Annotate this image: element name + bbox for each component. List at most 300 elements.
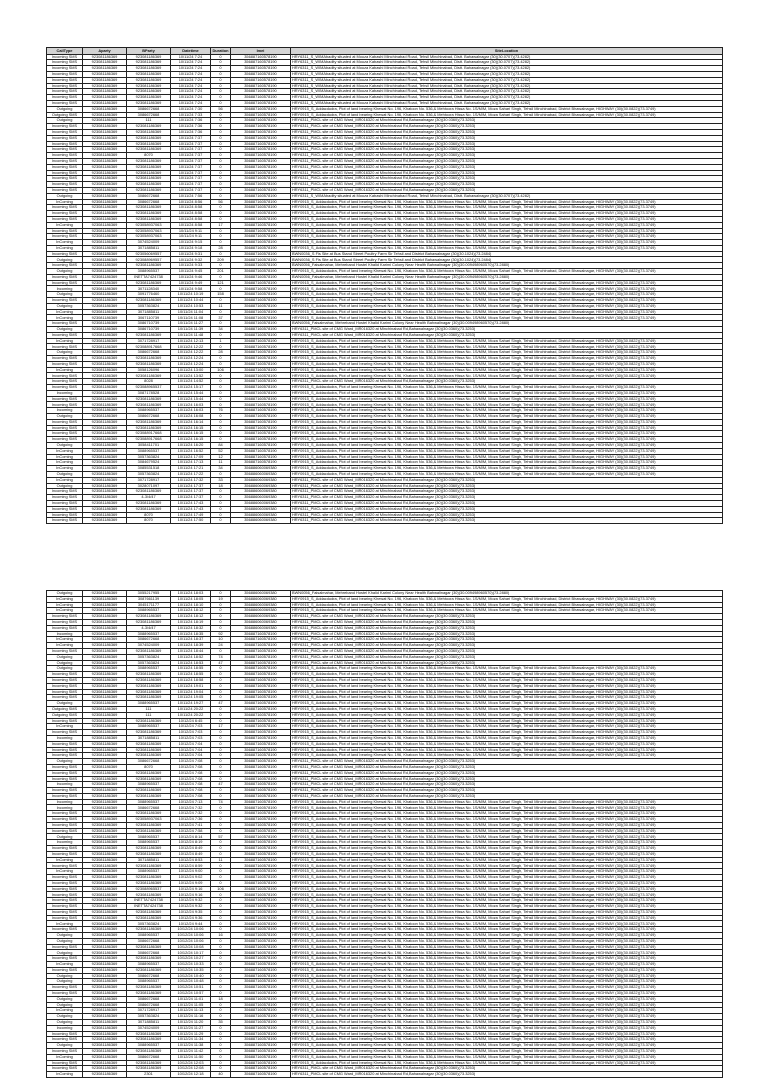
cell-imei: 356887160578190 xyxy=(231,828,291,834)
cell-duration: 0 xyxy=(211,735,231,741)
cell-aparty: 923081186369 xyxy=(83,648,127,654)
cell-sitelocation: HRY0915_S_Addacdudra, Plot of land bearing Khewat No. 196, Khatoon No. 536,& Mehtoora Hissa No. 1S/M/M, Moza Sahari Singh, Tehsil Minchinabad, District Bhawalnagar, HIGHWAY (30)(30.0822)(73.3749) xyxy=(291,466,723,472)
cell-calltype: Incoming SMS xyxy=(47,788,83,794)
cell-imei: 356887160578190 xyxy=(231,390,291,396)
cell-datetime: 10/11/24 16:15 xyxy=(171,437,211,443)
cell-bparty: 3086672668 xyxy=(127,759,171,765)
cell-aparty: 923081186369 xyxy=(83,350,127,356)
cell-bparty: 8070 xyxy=(127,512,171,518)
cell-datetime: 10/12/24 11:16 xyxy=(171,1014,211,1020)
cell-duration: 28 xyxy=(211,350,231,356)
cell-calltype: Incoming SMS xyxy=(47,770,83,776)
cell-calltype: Outgoing xyxy=(47,269,83,275)
cell-datetime: 10/11/24 9:46 xyxy=(171,274,211,280)
cell-calltype: InComing xyxy=(47,222,83,228)
cell-duration: 0 xyxy=(211,54,231,60)
cell-calltype: Incoming SMS xyxy=(47,344,83,350)
cell-datetime: 10/11/24 17:49 xyxy=(171,512,211,518)
cell-sitelocation: HRY0915_S_Addacdudra, Plot of land bearing Khewat No. 196, Khatoon No. 536,& Mehtoora Hissa No. 1S/M/M, Moza Sahari Singh, Tehsil Minchinabad, District Bhawalnagar, HIGHWAY (30)(30.0822)(73.3749) xyxy=(291,805,723,811)
cell-datetime: 10/11/24 16:14 xyxy=(171,419,211,425)
cell-aparty: 923081186369 xyxy=(83,495,127,501)
cell-datetime: 10/12/24 7:08 xyxy=(171,782,211,788)
cell-calltype: InComing xyxy=(47,454,83,460)
cell-sitelocation: HRY0915_S_Addacdudra, Plot of land bearing Khewat No. 196, Khatoon No. 536,& Mehtoora Hissa No. 1S/M/M, Moza Sahari Singh, Tehsil Minchinabad, District Bhawalnagar, HIGHWAY (30)(30.0822)(73.3749) xyxy=(291,356,723,362)
cell-sitelocation: HRY0915_S_Addacdudra, Plot of land bearing Khewat No. 196, Khatoon No. 536,& Mehtoora Hissa No. 1S/M/M, Moza Sahari Singh, Tehsil Minchinabad, District Bhawalnagar, HIGHWAY (30)(30.0822)(73.3749) xyxy=(291,695,723,701)
cell-sitelocation: HRY0915_S_Addacdudra, Plot of land bearing Khewat No. 196, Khatoon No. 536,& Mehtoora Hissa No. 1S/M/M, Moza Sahari Singh, Tehsil Minchinabad, District Bhawalnagar, HIGHWAY (30)(30.0822)(73.3749) xyxy=(291,950,723,956)
cell-duration: 0 xyxy=(211,396,231,402)
cell-sitelocation: HRY6311_PMCL site of CMG Ward_MR016320 at Minchinabad Rd,Bahawalnagar (30)(30.0360)(73.3253) xyxy=(291,158,723,164)
cell-aparty: 923081186369 xyxy=(83,654,127,660)
cell-duration: 52 xyxy=(211,448,231,454)
cell-sitelocation: BWN0056_Faisalmahar, Mehreband Hostel Khalid Karimi Colony Near Health Bahwalinagar (30)(30.009498960570)(73.2880) xyxy=(291,263,723,269)
cell-bparty: 3071885811 xyxy=(127,735,171,741)
cell-calltype: Incoming SMS xyxy=(47,846,83,852)
cell-bparty: 111 xyxy=(127,118,171,124)
cell-duration: 0 xyxy=(211,892,231,898)
cell-datetime: 10/11/24 11:27 xyxy=(171,321,211,327)
cell-datetime: 10/11/24 17:43 xyxy=(171,500,211,506)
cell-calltype: Outgoing xyxy=(47,483,83,489)
cell-calltype: Incoming SMS xyxy=(47,176,83,182)
cell-sitelocation: HRY0915_S_Addacdudra, Plot of land bearing Khewat No. 196, Khatoon No. 536,& Mehtoora Hissa No. 1S/M/M, Moza Sahari Singh, Tehsil Minchinabad, District Bhawalnagar, HIGHWAY (30)(30.0822)(73.3749) xyxy=(291,1014,723,1020)
cell-aparty: 923081186369 xyxy=(83,112,127,118)
cell-duration: 0 xyxy=(211,909,231,915)
cell-duration: 0 xyxy=(211,741,231,747)
cell-datetime: 10/12/24 9:09 xyxy=(171,880,211,886)
cell-datetime: 10/11/24 14:52 xyxy=(171,379,211,385)
cell-calltype: Incoming SMS xyxy=(47,927,83,933)
cell-sitelocation: HRY6311_PMCL site of CMG Ward_MR016320 at Minchinabad Rd,Bahawalnagar (30)(30.0360)(73.3253) xyxy=(291,170,723,176)
cell-duration: 0 xyxy=(211,805,231,811)
cell-bparty: 3058126096 xyxy=(127,367,171,373)
cell-datetime: 10/11/24 12:22 xyxy=(171,344,211,350)
cell-imei: 356887160578190 xyxy=(231,927,291,933)
cell-aparty: 923081186369 xyxy=(83,211,127,217)
cell-calltype: Incoming SMS xyxy=(47,898,83,904)
cell-duration: 0 xyxy=(211,164,231,170)
cell-datetime: 10/12/24 11:38 xyxy=(171,1043,211,1049)
cell-imei: 356887160578190 xyxy=(231,1014,291,1020)
cell-bparty: 923088965537 xyxy=(127,385,171,391)
header-bparty: BParty xyxy=(127,48,171,55)
cell-duration: 0 xyxy=(211,730,231,736)
cell-sitelocation: HRY6311_PMCL site of CMG Ward_MR016320 at Minchinabad Rd,Bahawalnagar (30)(30.0360)(73.3253) xyxy=(291,483,723,489)
cell-calltype: InComing xyxy=(47,1054,83,1060)
cell-aparty: 923081186369 xyxy=(83,60,127,66)
cell-imei: 356887160578190 xyxy=(231,95,291,101)
cell-duration: 74 xyxy=(211,799,231,805)
cdr-table-block-1 xyxy=(46,47,722,523)
cell-datetime: 10/12/24 9:32 xyxy=(171,904,211,910)
cell-duration: 11 xyxy=(211,460,231,466)
cell-sitelocation: HRY0915_S_Addacdudra, Plot of land bearing Khewat No. 196, Khatoon No. 536,& Mehtoora Hissa No. 1S/M/M, Moza Sahari Singh, Tehsil Minchinabad, District Bhawalnagar, HIGHWAY (30)(30.0822)(73.3749) xyxy=(291,735,723,741)
cell-sitelocation: HRY0915_S_Addacdudra, Plot of land bearing Khewat No. 196, Khatoon No. 536,& Mehtoora Hissa No. 1S/M/M, Moza Sahari Singh, Tehsil Minchinabad, District Bhawalnagar, HIGHWAY (30)(30.0822)(73.3749) xyxy=(291,396,723,402)
cell-aparty: 923081186369 xyxy=(83,764,127,770)
cell-sitelocation: HRY6311_PMCL site of CMG Ward_MR016320 at Minchinabad Rd,Bahawalnagar (30)(30.0360)(73.3253) xyxy=(291,788,723,794)
cell-bparty: 3088965537 xyxy=(127,701,171,707)
cell-bparty: 3071728917 xyxy=(127,1008,171,1014)
cell-calltype: Incoming SMS xyxy=(47,419,83,425)
cell-datetime: 10/12/24 10:40 xyxy=(171,973,211,979)
cell-sitelocation: HRY0915_S_Addacdudra, Plot of land bearing Khewat No. 196, Khatoon No. 536,& Mehtoora Hissa No. 1S/M/M, Moza Sahari Singh, Tehsil Minchinabad, District Bhawalnagar, HIGHWAY (30)(30.0822)(73.3749) xyxy=(291,822,723,828)
table-row xyxy=(47,1072,723,1078)
cell-calltype: InComing xyxy=(47,477,83,483)
cell-calltype: InComing xyxy=(47,240,83,246)
cell-datetime: 10/12/24 7:41 xyxy=(171,822,211,828)
cell-calltype: Outgoing xyxy=(47,938,83,944)
cell-imei: 356887160578190 xyxy=(231,292,291,298)
cell-datetime: 10/11/24 7:24 xyxy=(171,77,211,83)
cell-datetime: 10/12/24 11:01 xyxy=(171,996,211,1002)
cell-imei: 356887160578190 xyxy=(231,747,291,753)
cell-sitelocation: HRY6311_S_WIMAbadity situated at Mouza Kabashi Minchinabad Road, Tehsil Minchinabad, Distt. Bahawalnagar (30)(30.0707)(73.4282) xyxy=(291,66,723,72)
cell-imei: 356887160578190 xyxy=(231,956,291,962)
cell-imei: 356887160578190 xyxy=(231,431,291,437)
cell-calltype: Outgoing xyxy=(47,1043,83,1049)
cell-datetime: 10/11/24 9:45 xyxy=(171,269,211,275)
cell-duration: 0 xyxy=(211,1031,231,1037)
cell-bparty: 923081186369 xyxy=(127,967,171,973)
cell-sitelocation: HRY0915_S_Addacdudra, Plot of land bearing Khewat No. 196, Khatoon No. 536,& Mehtoora Hissa No. 1S/M/M, Moza Sahari Singh, Tehsil Minchinabad, District Bhawalnagar, HIGHWAY (30)(30.0822)(73.3749) xyxy=(291,1060,723,1066)
cell-duration: 40 xyxy=(211,1072,231,1078)
cell-calltype: Incoming SMS xyxy=(47,361,83,367)
cell-duration: 0 xyxy=(211,390,231,396)
cell-imei: 356886060069380 xyxy=(231,506,291,512)
cell-sitelocation: HRY0915_S_Addacdudra, Plot of land bearing Khewat No. 196, Khatoon No. 536,& Mehtoora Hissa No. 1S/M/M, Moza Sahari Singh, Tehsil Minchinabad, District Bhawalnagar, HIGHWAY (30)(30.0822)(73.3749) xyxy=(291,799,723,805)
cell-calltype: Outgoing xyxy=(47,996,83,1002)
cell-sitelocation: HRY0915_S_Addacdudra, Plot of land bearing Khewat No. 196, Khatoon No. 536,& Mehtoora Hissa No. 1S/M/M, Moza Sahari Singh, Tehsil Minchinabad, District Bhawalnagar, HIGHWAY (30)(30.0822)(73.3749) xyxy=(291,298,723,304)
cell-duration: 56 xyxy=(211,199,231,205)
cell-imei: 356887160578190 xyxy=(231,672,291,678)
cell-aparty: 923081186369 xyxy=(83,950,127,956)
cell-calltype: Incoming SMS xyxy=(47,124,83,130)
cell-datetime: 10/11/24 7:33 xyxy=(171,112,211,118)
cell-datetime: 10/11/24 8:58 xyxy=(171,211,211,217)
cell-calltype: Incoming xyxy=(47,840,83,846)
cell-aparty: 923081186369 xyxy=(83,257,127,263)
cell-imei: 356887160578190 xyxy=(231,904,291,910)
cell-calltype: Incoming SMS xyxy=(47,205,83,211)
cell-bparty: 923081186369 xyxy=(127,1048,171,1054)
cell-bparty: 3088965537 xyxy=(127,608,171,614)
cell-imei: 356887160578190 xyxy=(231,857,291,863)
cell-bparty: 923058937063 xyxy=(127,222,171,228)
cell-imei: 356887160578190 xyxy=(231,805,291,811)
cell-duration: 0 xyxy=(211,1054,231,1060)
cell-bparty: 3086672668 xyxy=(127,112,171,118)
cell-imei: 356887160578190 xyxy=(231,309,291,315)
cell-calltype: Outgoing xyxy=(47,1002,83,1008)
cell-aparty: 923081186369 xyxy=(83,880,127,886)
cdr-table-block-2 xyxy=(46,590,722,1077)
cell-sitelocation: HRY0915_S_Addacdudra, Plot of land bearing Khewat No. 196, Khatoon No. 536,& Mehtoora Hissa No. 1S/M/M, Moza Sahari Singh, Tehsil Minchinabad, District Bhawalnagar, HIGHWAY (30)(30.0822)(73.3749) xyxy=(291,712,723,718)
cell-datetime: 10/11/24 18:35 xyxy=(171,631,211,637)
cell-calltype: Incoming SMS xyxy=(47,495,83,501)
cell-bparty: 3088965537 xyxy=(127,1043,171,1049)
cell-datetime: 10/12/24 7:04 xyxy=(171,747,211,753)
cell-bparty: 923081186369 xyxy=(127,182,171,188)
cell-aparty: 923081186369 xyxy=(83,153,127,159)
cell-datetime: 10/11/24 11:08 xyxy=(171,315,211,321)
cell-sitelocation: HRY6311_S_WIMAbadity situated at Mouza Kabashi Minchinabad Road, Tehsil Minchinabad, Distt. Bahawalnagar (30)(30.0707)(73.4282) xyxy=(291,54,723,60)
cell-bparty: 111 xyxy=(127,706,171,712)
cell-sitelocation: HRY0915_S_Addacdudra, Plot of land bearing Khewat No. 196, Khatoon No. 536,& Mehtoora Hissa No. 1S/M/M, Moza Sahari Singh, Tehsil Minchinabad, District Bhawalnagar, HIGHWAY (30)(30.0822)(73.3749) xyxy=(291,863,723,869)
cell-calltype: Incoming SMS xyxy=(47,730,83,736)
cell-bparty: 4-3/4/47 xyxy=(127,625,171,631)
cell-sitelocation: HRY0915_S_Addacdudra, Plot of land bearing Khewat No. 196, Khatoon No. 536,& Mehtoora Hissa No. 1S/M/M, Moza Sahari Singh, Tehsil Minchinabad, District Bhawalnagar, HIGHWAY (30)(30.0822)(73.3749) xyxy=(291,234,723,240)
cell-bparty: 923081186369 xyxy=(127,1060,171,1066)
cell-calltype: Incoming xyxy=(47,286,83,292)
cell-calltype: Incoming SMS xyxy=(47,164,83,170)
cell-datetime: 10/11/24 8:56 xyxy=(171,199,211,205)
cell-sitelocation: HRY0915_S_Addacdudra, Plot of land bearing Khewat No. 196, Khatoon No. 536,& Mehtoora Hissa No. 1S/M/M, Moza Sahari Singh, Tehsil Minchinabad, District Bhawalnagar, HIGHWAY (30)(30.0822)(73.3749) xyxy=(291,747,723,753)
cell-bparty: 923081186369 xyxy=(127,788,171,794)
cell-duration: 0 xyxy=(211,851,231,857)
cell-bparty: 923081186369 xyxy=(127,1066,171,1072)
cell-bparty: 111 xyxy=(127,712,171,718)
cell-imei: 356886060069380 xyxy=(231,489,291,495)
cell-sitelocation: HRY0915_S_Addacdudra, Plot of land bearing Khewat No. 196, Khatoon No. 536,& Mehtoora Hissa No. 1S/M/M, Moza Sahari Singh, Tehsil Minchinabad, District Bhawalnagar, HIGHWAY (30)(30.0822)(73.3749) xyxy=(291,828,723,834)
cell-bparty: 3057363824 xyxy=(127,454,171,460)
cell-imei: 356887160578190 xyxy=(231,303,291,309)
cell-bparty: 3086672668 xyxy=(127,414,171,420)
cell-calltype: Outgoing xyxy=(47,973,83,979)
cell-imei: 356887160578190 xyxy=(231,344,291,350)
cell-calltype: InComing xyxy=(47,199,83,205)
cell-datetime: 10/11/24 17:22 xyxy=(171,471,211,477)
cell-aparty: 923081186369 xyxy=(83,321,127,327)
cell-bparty: 3088965537 xyxy=(127,933,171,939)
cell-imei: 356887160578190 xyxy=(231,637,291,643)
cell-bparty: 3088965537 xyxy=(127,979,171,985)
cell-bparty: 3086672668 xyxy=(127,805,171,811)
cell-bparty: 3071728917 xyxy=(127,338,171,344)
cell-datetime: 10/12/24 8:14 xyxy=(171,834,211,840)
cell-duration: 0 xyxy=(211,205,231,211)
cell-duration: 0 xyxy=(211,129,231,135)
cell-sitelocation: HRY6311_PMCL site of CMG Ward_MR016320 at Minchinabad Rd,Bahawalnagar (30)(30.0360)(73.3253) xyxy=(291,770,723,776)
cell-imei: 356887160578190 xyxy=(231,822,291,828)
cell-sitelocation: HRY6311_PMCL site of CMG Ward_MR016320 at Minchinabad Rd,Bahawalnagar (30)(30.0360)(73.3253) xyxy=(291,759,723,765)
cell-sitelocation: HRY6311_PMCL site of CMG Ward_MR016320 at Minchinabad Rd,Bahawalnagar (30)(30.0360)(73.3253) xyxy=(291,477,723,483)
cell-calltype: Incoming xyxy=(47,408,83,414)
cell-calltype: Incoming SMS xyxy=(47,60,83,66)
cell-bparty: 3071128340 xyxy=(127,286,171,292)
cell-sitelocation: HRY6311_PMCL site of CMG Ward_MR016320 at Minchinabad Rd,Bahawalnagar (30)(30.0360)(73.3253) xyxy=(291,518,723,524)
cell-imei: 356887160578190 xyxy=(231,1002,291,1008)
cell-aparty: 923081186369 xyxy=(83,730,127,736)
cell-imei: 356887160578190 xyxy=(231,245,291,251)
cell-bparty: 923081186369 xyxy=(127,83,171,89)
cell-bparty: 923081186369 xyxy=(127,909,171,915)
cell-sitelocation: HRY6311_PMCL site of CMG Ward_MR016320 at Minchinabad Rd,Bahawalnagar (30)(30.0360)(73.3253) xyxy=(291,182,723,188)
cell-imei: 356887160578190 xyxy=(231,875,291,881)
cell-calltype: Incoming SMS xyxy=(47,944,83,950)
cell-aparty: 923081186369 xyxy=(83,793,127,799)
cell-datetime: 10/12/24 10:06 xyxy=(171,938,211,944)
cell-sitelocation: HRY0915_S_Addacdudra, Plot of land bearing Khewat No. 196, Khatoon No. 536,& Mehtoora Hissa No. 1S/M/M, Moza Sahari Singh, Tehsil Minchinabad, District Bhawalnagar, HIGHWAY (30)(30.0822)(73.3749) xyxy=(291,390,723,396)
cell-datetime: 10/11/24 17:43 xyxy=(171,506,211,512)
cell-calltype: InComing xyxy=(47,338,83,344)
cell-imei: 356887160578190 xyxy=(231,701,291,707)
cell-imei: 356887160578190 xyxy=(231,77,291,83)
cell-bparty: 923081186369 xyxy=(127,1031,171,1037)
cell-duration: 0 xyxy=(211,66,231,72)
cell-aparty: 923081186369 xyxy=(83,1048,127,1054)
cell-bparty: 3086672668 xyxy=(127,106,171,112)
cell-calltype: InComing xyxy=(47,724,83,730)
cell-imei: 356887160578190 xyxy=(231,176,291,182)
cell-calltype: Incoming SMS xyxy=(47,614,83,620)
cell-bparty: 923081186369 xyxy=(127,164,171,170)
cell-duration: 0 xyxy=(211,414,231,420)
cell-bparty: 923081186369 xyxy=(127,956,171,962)
cell-calltype: Outgoing xyxy=(47,933,83,939)
cell-sitelocation: HRY0915_S_Addacdudra, Plot of land bearing Khewat No. 196, Khatoon No. 536,& Mehtoora Hissa No. 1S/M/M, Moza Sahari Singh, Tehsil Minchinabad, District Bhawalnagar, HIGHWAY (30)(30.0822)(73.3749) xyxy=(291,666,723,672)
cell-datetime: 10/11/24 20:22 xyxy=(171,706,211,712)
cell-sitelocation: HRY0915_S_Addacdudra, Plot of land bearing Khewat No. 196, Khatoon No. 536,& Mehtoora Hissa No. 1S/M/M, Moza Sahari Singh, Tehsil Minchinabad, District Bhawalnagar, HIGHWAY (30)(30.0822)(73.3749) xyxy=(291,817,723,823)
cell-duration: 0 xyxy=(211,770,231,776)
cell-datetime: 10/11/24 18:12 xyxy=(171,608,211,614)
cell-duration: 0 xyxy=(211,216,231,222)
cell-duration: 0 xyxy=(211,176,231,182)
cell-bparty: 923081186369 xyxy=(127,60,171,66)
cell-imei: 356887160578190 xyxy=(231,274,291,280)
cell-datetime: 10/11/24 8:58 xyxy=(171,216,211,222)
cell-duration: 121 xyxy=(211,280,231,286)
cell-aparty: 923081186369 xyxy=(83,904,127,910)
cell-calltype: Incoming SMS xyxy=(47,915,83,921)
cell-imei: 356887160578190 xyxy=(231,1031,291,1037)
cell-datetime: 10/11/24 16:08 xyxy=(171,414,211,420)
cell-calltype: Incoming SMS xyxy=(47,211,83,217)
cell-calltype: Incoming SMS xyxy=(47,332,83,338)
cell-calltype: Incoming SMS xyxy=(47,66,83,72)
cell-bparty: 3088965537 xyxy=(127,869,171,875)
cell-bparty: 923081186369 xyxy=(127,718,171,724)
cell-aparty: 923081186369 xyxy=(83,460,127,466)
cell-imei: 356887160578190 xyxy=(231,269,291,275)
cell-sitelocation: HRY6311_S_WIMAbadity situated at Mouza Kabashi Minchinabad Road, Tehsil Minchinabad, Distt. Bahawalnagar (30)(30.0707)(73.4282) xyxy=(291,83,723,89)
cell-aparty: 923081186369 xyxy=(83,292,127,298)
cell-calltype: Incoming SMS xyxy=(47,695,83,701)
cell-sitelocation: HRY0915_S_Addacdudra, Plot of land bearing Khewat No. 196, Khatoon No. 536,& Mehtoora Hissa No. 1S/M/M, Moza Sahari Singh, Tehsil Minchinabad, District Bhawalnagar, HIGHWAY (30)(30.0822)(73.3749) xyxy=(291,857,723,863)
cell-bparty: 923081186369 xyxy=(127,915,171,921)
cell-sitelocation: HRY0915_S_Addacdudra, Plot of land bearing Khewat No. 196, Khatoon No. 536,& Mehtoora Hissa No. 1S/M/M, Moza Sahari Singh, Tehsil Minchinabad, District Bhawalnagar, HIGHWAY (30)(30.0822)(73.3749) xyxy=(291,1025,723,1031)
cell-sitelocation: HRY0915_S_Addacdudra, Plot of land bearing Khewat No. 196, Khatoon No. 536,& Mehtoora Hissa No. 1S/M/M, Moza Sahari Singh, Tehsil Minchinabad, District Bhawalnagar, HIGHWAY (30)(30.0822)(73.3749) xyxy=(291,990,723,996)
cell-sitelocation: HRY0915_S_Addacdudra, Plot of land bearing Khewat No. 196, Khatoon No. 536,& Mehtoora Hissa No. 1S/M/M, Moza Sahari Singh, Tehsil Minchinabad, District Bhawalnagar, HIGHWAY (30)(30.0822)(73.3749) xyxy=(291,846,723,852)
cell-bparty: 923081186369 xyxy=(127,356,171,362)
cell-datetime: 10/11/24 9:33 xyxy=(171,263,211,269)
cell-imei: 356887160578190 xyxy=(231,153,291,159)
cell-bparty: 8028 xyxy=(127,379,171,385)
cell-imei: 356887160578190 xyxy=(231,332,291,338)
cell-bparty: 923058937063 xyxy=(127,234,171,240)
cell-datetime: 10/12/24 11:27 xyxy=(171,1025,211,1031)
cell-datetime: 10/11/24 7:37 xyxy=(171,182,211,188)
cell-aparty: 923081186369 xyxy=(83,100,127,106)
cell-duration: 0 xyxy=(211,512,231,518)
cell-duration: 0 xyxy=(211,211,231,217)
cell-calltype: Incoming SMS xyxy=(47,129,83,135)
cell-sitelocation: HRY0915_S_Addacdudra, Plot of land bearing Khewat No. 196, Khatoon No. 536,& Mehtoora Hissa No. 1S/M/M, Moza Sahari Singh, Tehsil Minchinabad, District Bhawalnagar, HIGHWAY (30)(30.0822)(73.3749) xyxy=(291,1054,723,1060)
cell-sitelocation: HRY6311_PMCL site of CMG Ward_MR016320 at Minchinabad Rd,Bahawalnagar (30)(30.0360)(73.3253) xyxy=(291,660,723,666)
cell-sitelocation: HRY6311_PMCL site of CMG Ward_MR016320 at Minchinabad Rd,Bahawalnagar (30)(30.0360)(73.3253) xyxy=(291,118,723,124)
cell-datetime: 10/11/24 17:32 xyxy=(171,477,211,483)
cell-datetime: 10/12/24 10:17 xyxy=(171,950,211,956)
cell-sitelocation: HRY0915_S_Addacdudra, Plot of land bearing Khewat No. 196, Khatoon No. 536,& Mehtoora Hissa No. 1S/M/M, Moza Sahari Singh, Tehsil Minchinabad, District Bhawalnagar, HIGHWAY (30)(30.0822)(73.3749) xyxy=(291,454,723,460)
cell-imei: 356887160578190 xyxy=(231,193,291,199)
cell-duration: 0 xyxy=(211,356,231,362)
cell-imei: 356887160578190 xyxy=(231,880,291,886)
cell-datetime: 10/11/24 18:39 xyxy=(171,643,211,649)
cell-aparty: 923081186369 xyxy=(83,747,127,753)
cell-bparty: 3057363824 xyxy=(127,303,171,309)
cell-imei: 356887160578190 xyxy=(231,840,291,846)
cell-aparty: 923081186369 xyxy=(83,1066,127,1072)
cell-datetime: 10/11/24 12:13 xyxy=(171,338,211,344)
cell-imei: 356887160578190 xyxy=(231,962,291,968)
cell-imei: 356887160578190 xyxy=(231,54,291,60)
cell-aparty: 923081186369 xyxy=(83,245,127,251)
cell-datetime: 10/12/24 7:36 xyxy=(171,817,211,823)
cell-imei: 356887160578190 xyxy=(231,118,291,124)
cell-datetime: 10/12/24 11:50 xyxy=(171,1054,211,1060)
cell-aparty: 923081186369 xyxy=(83,234,127,240)
cell-sitelocation: HRY0915_S_Addacdudra, Plot of land bearing Khewat No. 196, Khatoon No. 536,& Mehtoora Hissa No. 1S/M/M, Moza Sahari Singh, Tehsil Minchinabad, District Bhawalnagar, HIGHWAY (30)(30.0822)(73.3749) xyxy=(291,338,723,344)
cell-duration: 0 xyxy=(211,83,231,89)
cell-sitelocation: HRY0915_S_Addacdudra, Plot of land bearing Khewat No. 196, Khatoon No. 536,& Mehtoora Hissa No. 1S/M/M, Moza Sahari Singh, Tehsil Minchinabad, District Bhawalnagar, HIGHWAY (30)(30.0822)(73.3749) xyxy=(291,921,723,927)
cell-aparty: 923081186369 xyxy=(83,619,127,625)
cell-imei: 356887160578190 xyxy=(231,460,291,466)
cell-bparty: 923081186369 xyxy=(127,170,171,176)
cell-sitelocation: HRY6311_S_WIMAbadity situated at Mouza Kabashi Minchinabad Road, Tehsil Minchinabad, Distt. Bahawalnagar (30)(30.0707)(73.4282) xyxy=(291,60,723,66)
cell-duration: 0 xyxy=(211,822,231,828)
cell-aparty: 923081186369 xyxy=(83,54,127,60)
cell-datetime: 10/12/24 7:32 xyxy=(171,805,211,811)
cell-bparty: 3088965537 xyxy=(127,666,171,672)
cell-calltype: Incoming SMS xyxy=(47,863,83,869)
cell-aparty: 923081186369 xyxy=(83,666,127,672)
cell-imei: 356887160578190 xyxy=(231,367,291,373)
cell-duration: 0 xyxy=(211,880,231,886)
cell-aparty: 923081186369 xyxy=(83,373,127,379)
cell-aparty: 923081186369 xyxy=(83,718,127,724)
cell-calltype: Incoming SMS xyxy=(47,904,83,910)
cell-aparty: 923081186369 xyxy=(83,631,127,637)
cell-datetime: 10/12/24 12:08 xyxy=(171,1066,211,1072)
cell-duration: 47 xyxy=(211,701,231,707)
cell-imei: 356887160578190 xyxy=(231,228,291,234)
cell-calltype: Incoming SMS xyxy=(47,741,83,747)
cell-duration: 158 xyxy=(211,292,231,298)
cell-bparty: 3088965537 xyxy=(127,840,171,846)
cell-imei: 356887160578190 xyxy=(231,182,291,188)
cell-bparty: 4-3/4/47 xyxy=(127,495,171,501)
cell-sitelocation: HRY6311_PMCL site of CMG Ward_MR016320 at Minchinabad Rd,Bahawalnagar (30)(30.0360)(73.3253) xyxy=(291,327,723,333)
table-row xyxy=(47,518,723,524)
cell-aparty: 923081186369 xyxy=(83,222,127,228)
cell-imei: 356886060069380 xyxy=(231,495,291,501)
cell-datetime: 10/11/24 7:37 xyxy=(171,164,211,170)
cell-datetime: 10/11/24 7:37 xyxy=(171,176,211,182)
cell-sitelocation: HRY0915_S_Addacdudra, Plot of land bearing Khewat No. 196, Khatoon No. 536,& Mehtoora Hissa No. 1S/M/M, Moza Sahari Singh, Tehsil Minchinabad, District Bhawalnagar, HIGHWAY (30)(30.0822)(73.3749) xyxy=(291,892,723,898)
cell-calltype: Incoming SMS xyxy=(47,379,83,385)
cell-calltype: Incoming SMS xyxy=(47,298,83,304)
cell-calltype: Incoming xyxy=(47,1025,83,1031)
cell-sitelocation: HRY0915_S_Addacdudra, Plot of land bearing Khewat No. 196, Khatoon No. 536,& Mehtoora Hissa No. 1S/M/M, Moza Sahari Singh, Tehsil Minchinabad, District Bhawalnagar, HIGHWAY (30)(30.0822)(73.3749) xyxy=(291,985,723,991)
cell-aparty: 923081186369 xyxy=(83,1054,127,1060)
